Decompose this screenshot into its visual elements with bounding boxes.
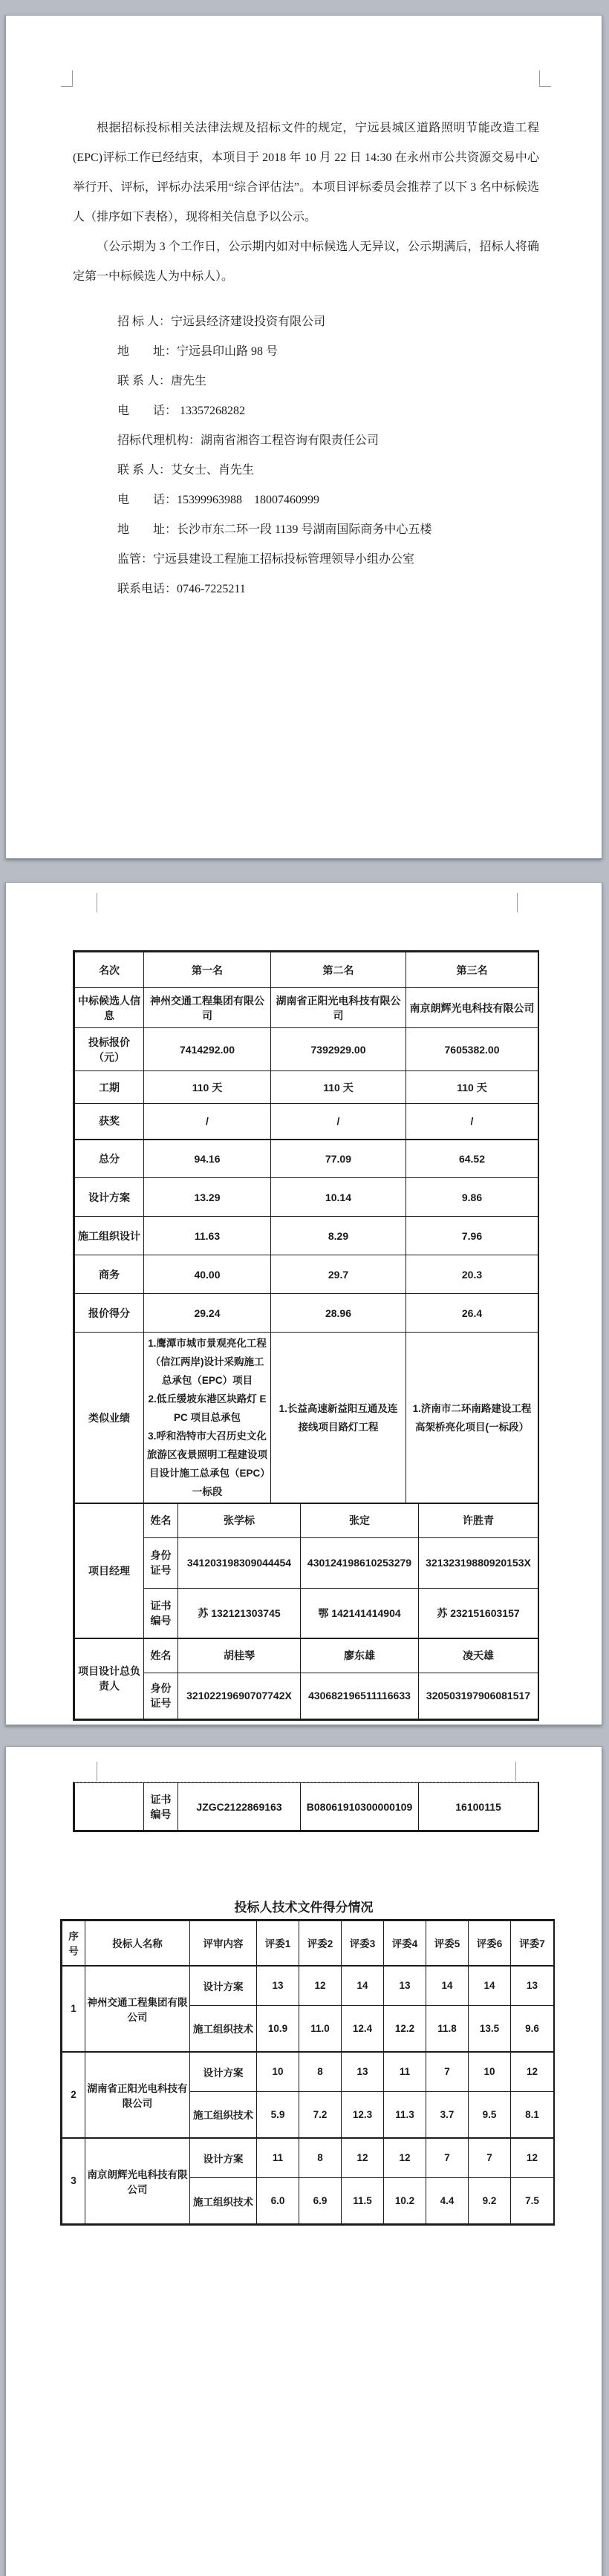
bidder-name: 神州交通工程集团有限公司 [85,1966,190,2052]
designer-cert-row [75,1783,538,1831]
margin-mark-top-right [539,71,551,87]
candidate-row [75,988,538,1028]
column-header: 投标人名称 [85,1921,190,1966]
contact-line: 招标代理机构：湖南省湘咨工程咨询有限责任公司 [117,434,380,447]
achievements-row [75,1333,538,1504]
review-content: 施工组织技术 [190,2178,257,2224]
cell: 110 天 [406,1071,538,1104]
cell: 许胜青 [419,1503,538,1537]
cell: 64.52 [406,1140,538,1178]
cell: 10.14 [271,1178,406,1217]
cell: 4.4 [426,2178,469,2224]
cell: 8.29 [271,1217,406,1255]
cell: 3.7 [426,2092,469,2138]
cell: 14 [342,1966,384,2006]
row-label: 获奖 [75,1104,144,1140]
cell: 341203198309044454 [178,1537,301,1588]
page-1 [5,15,602,859]
sub-label: 姓名 [144,1503,178,1537]
cell: 12 [299,1966,342,2006]
row-label: 中标候选人信息 [75,988,144,1028]
cell: 8 [299,2052,342,2092]
cell: 7 [426,2138,469,2178]
cell: 430682196511116633 [301,1673,419,1719]
row-label: 工期 [75,1071,144,1104]
row-label: 投标报价（元） [75,1028,144,1071]
cell: 13 [257,1966,299,2006]
cell: 13 [511,1966,554,2006]
review-content: 施工组织技术 [190,2006,257,2052]
cell: 9.6 [511,2006,554,2052]
cell: 11.8 [426,2006,469,2052]
cell: 12 [342,2138,384,2178]
column-header: 评委4 [384,1921,426,1966]
column-header: 评委7 [511,1921,554,1966]
group-label [75,1783,144,1831]
group-label: 项目经理 [75,1503,144,1638]
score-table-title: 投标人技术文件得分情况 [234,1900,374,1915]
cell: 12 [384,2138,426,2178]
manager-id-row [75,1537,538,1588]
cell: 湖南省正阳光电科技有限公司 [271,988,406,1028]
contact-line: 地 址：长沙市东二环一段 1139 号湖南国际商务中心五楼 [117,523,432,536]
page-2 [5,882,602,1725]
column-header: 评委5 [426,1921,469,1966]
candidate-table-continuation [73,1782,539,1832]
cell: 12.2 [384,2006,426,2052]
contact-line: 电 话：15399963988 18007460999 [117,494,320,506]
row-label: 总分 [75,1140,144,1178]
cell: 第一名 [144,952,271,988]
bidder2-design-row [62,2052,554,2092]
cell: 廖东雄 [301,1638,419,1673]
column-header: 序号 [62,1921,85,1966]
rank-row [75,952,538,988]
cell: 第二名 [271,952,406,988]
cell: 5.9 [257,2092,299,2138]
cell: 6.0 [257,2178,299,2224]
cell: 40.00 [144,1255,271,1294]
cell: 32102219690707742X [178,1673,301,1719]
cell: 110 天 [271,1071,406,1104]
margin-mark-top-left [61,71,73,87]
price-score-row [75,1294,538,1333]
cell: 1.长益高速新益阳互通及连接线项目路灯工程 [271,1333,406,1504]
cell: 11 [384,2052,426,2092]
manager-cert-row [75,1588,538,1638]
row-label: 设计方案 [75,1178,144,1217]
cell: 29.24 [144,1294,271,1333]
cell: 11.3 [384,2092,426,2138]
contact-line: 地 址：宁远县印山路 98 号 [117,345,279,358]
manager-name-row [75,1503,538,1537]
row-label: 名次 [75,952,144,988]
cell: 8 [299,2138,342,2178]
cell: 10.2 [384,2178,426,2224]
row-label: 类似业绩 [75,1333,144,1504]
column-header: 评审内容 [190,1921,257,1966]
cell [144,1333,271,1504]
cell: 7414292.00 [144,1028,271,1071]
sub-label: 身份证号 [144,1537,178,1588]
column-header: 评委2 [299,1921,342,1966]
cell: 110 天 [144,1071,271,1104]
award-row [75,1104,538,1140]
sub-label: 证书编号 [144,1588,178,1638]
bidder-no: 3 [62,2138,85,2224]
review-content: 设计方案 [190,1966,257,2006]
cell: 12.3 [342,2092,384,2138]
cell: 13 [342,2052,384,2092]
cell: 7.96 [406,1217,538,1255]
column-header: 评委6 [469,1921,511,1966]
contact-line: 联 系 人：唐先生 [117,375,207,388]
bidder-no: 2 [62,2052,85,2138]
cell: 12 [511,2052,554,2092]
paragraph: 根据招标投标相关法律法规及招标文件的规定，宁远县城区道路照明节能改造工程(EPC)评标工作已经结束，本项目于 2018 年 10 月 22 日 14:30 在永州市公共资源交易中心举行开、评标，评标办法采用“综合评估法”。本项目评标委员会推荐了以下 3 名中标候选人（排序如下表格），现将相关信息予以公示。 [73,122,539,223]
cell: 13.5 [469,2006,511,2052]
cell: 鄂 142141414904 [301,1588,419,1638]
cell: 7605382.00 [406,1028,538,1071]
candidate-table [73,950,539,1721]
bidder-name: 湖南省正阳光电科技有限公司 [85,2052,190,2138]
cell: 11.0 [299,2006,342,2052]
cell: 32132319880920153X [419,1537,538,1588]
cell: 7392929.00 [271,1028,406,1071]
cell: 南京朗辉光电科技有限公司 [406,988,538,1028]
price-row [75,1028,538,1071]
review-content: 设计方案 [190,2138,257,2178]
cell: 11 [257,2138,299,2178]
cell: 13 [384,1966,426,2006]
cell: 28.96 [271,1294,406,1333]
contact-block [73,307,539,604]
cell: 430124198610253279 [301,1537,419,1588]
review-content: 设计方案 [190,2052,257,2092]
cell: 神州交通工程集团有限公司 [144,988,271,1028]
cell: 77.09 [271,1140,406,1178]
margin-mark-right [515,1762,516,1781]
cell: 94.16 [144,1140,271,1178]
business-score-row [75,1255,538,1294]
cell: 320503197906081517 [419,1673,538,1719]
total-score-row [75,1140,538,1178]
cell: 11.63 [144,1217,271,1255]
bidder3-design-row [62,2138,554,2178]
sub-label: 姓名 [144,1638,178,1673]
contact-line: 联 系 人：艾女士、肖先生 [117,464,255,477]
margin-mark-right [517,893,518,912]
cell: 8.1 [511,2092,554,2138]
cell: 10.9 [257,2006,299,2052]
cell: 9.2 [469,2178,511,2224]
contact-line: 电 话： 13357268282 [117,405,246,417]
achievement-item: 3.呼和浩特市大召历史文化旅游区夜景照明工程建设项目设计施工总承包（EPC）一标段 [147,1431,267,1497]
designer-name-row [75,1638,538,1673]
design-score-row [75,1178,538,1217]
page-3 [5,1746,602,2576]
cell: 26.4 [406,1294,538,1333]
bidder-name: 南京朗辉光电科技有限公司 [85,2138,190,2224]
cell: 张定 [301,1503,419,1537]
cell: 1.济南市二环南路建设工程高架桥亮化项目(一标段） [406,1333,538,1504]
cell: 14 [469,1966,511,2006]
cell: 凌天雄 [419,1638,538,1673]
announcement-text [73,114,539,604]
row-label: 报价得分 [75,1294,144,1333]
sub-label: 身份证号 [144,1673,178,1719]
cell: 12.4 [342,2006,384,2052]
review-content: 施工组织技术 [190,2092,257,2138]
cell: / [144,1104,271,1140]
cell: 胡桂琴 [178,1638,301,1673]
cell: 14 [426,1966,469,2006]
row-label: 商务 [75,1255,144,1294]
group-label: 项目设计总负责人 [75,1638,144,1719]
cell: 苏 132121303745 [178,1588,301,1638]
cell: 张学标 [178,1503,301,1537]
bidder1-design-row [62,1966,554,2006]
achievement-item: 1.鹰潭市城市景观亮化工程（信江两岸)设计采购施工总承包（EPC）项目 [148,1338,267,1386]
row-label: 施工组织设计 [75,1217,144,1255]
contact-line: 监管：宁远县建设工程施工招标投标管理领导小组办公室 [117,553,415,566]
bidder-no: 1 [62,1966,85,2052]
cell: 7 [426,2052,469,2092]
column-header: 评委1 [257,1921,299,1966]
cell: 13.29 [144,1178,271,1217]
cell: 9.86 [406,1178,538,1217]
achievement-item: 2.低丘缓坡东港区块路灯 EPC 项目总承包 [148,1393,267,1423]
sub-label: 证书编号 [144,1783,178,1831]
score-header-row [62,1921,554,1966]
cell: 20.3 [406,1255,538,1294]
score-table [60,1919,555,2226]
cell: 7.5 [511,2178,554,2224]
cell: / [271,1104,406,1140]
construction-score-row [75,1217,538,1255]
cell: 11.5 [342,2178,384,2224]
cell: 9.5 [469,2092,511,2138]
cell: 12 [511,2138,554,2178]
cell: 10 [469,2052,511,2092]
duration-row [75,1071,538,1104]
cell: 第三名 [406,952,538,988]
cell: 7 [469,2138,511,2178]
cell: 7.2 [299,2092,342,2138]
cell: / [406,1104,538,1140]
paragraph: （公示期为 3 个工作日，公示期内如对中标候选人无异议，公示期满后，招标人将确定第一中标候选人为中标人）。 [73,241,539,283]
cell: B08061910300000109 [301,1783,419,1831]
cell: 6.9 [299,2178,342,2224]
cell: 10 [257,2052,299,2092]
contact-line: 联系电话：0746-7225211 [117,583,246,595]
column-header: 评委3 [342,1921,384,1966]
designer-id-row [75,1673,538,1719]
cell: 29.7 [271,1255,406,1294]
cell: JZGC2122869163 [178,1783,301,1831]
cell: 16100115 [419,1783,538,1831]
contact-line: 招 标 人：宁远县经济建设投资有限公司 [117,316,326,328]
cell: 苏 232151603157 [419,1588,538,1638]
